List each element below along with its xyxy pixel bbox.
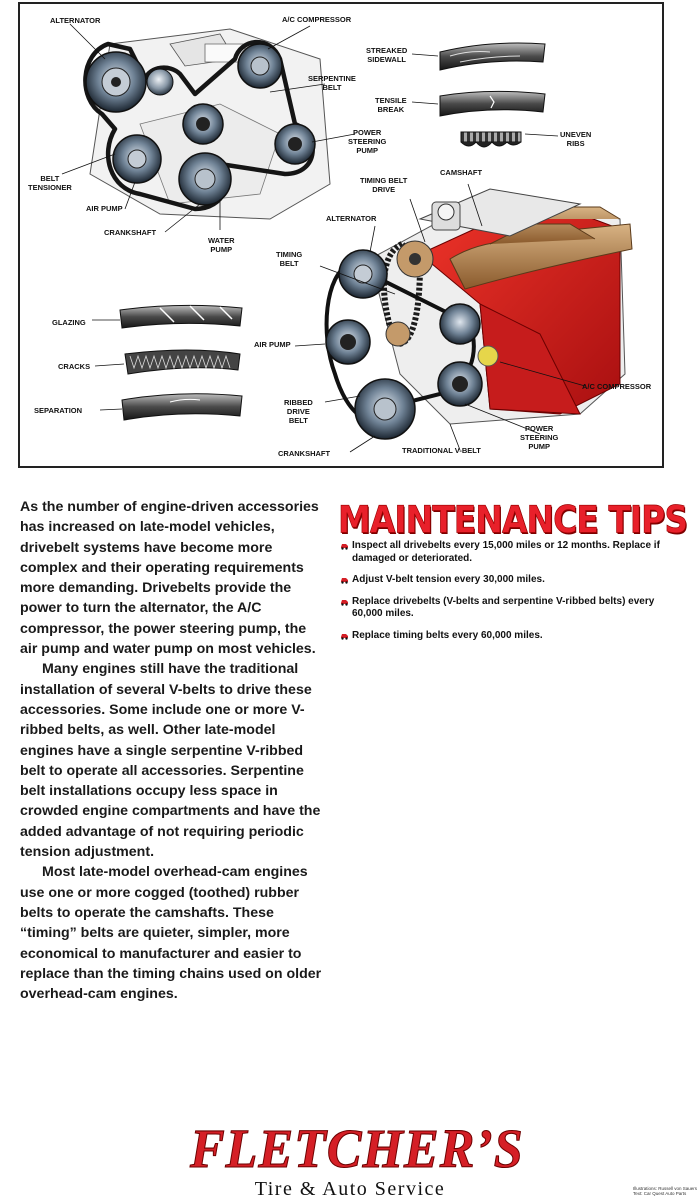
label-camshaft: CAMSHAFT [440,168,483,177]
label-serpentine-belt: SERPENTINE BELT [308,74,356,92]
label-crankshaft-bottom: CRANKSHAFT [278,449,331,458]
tip-text: Adjust V-belt tension every 30,000 miles. [352,574,545,585]
tip-item [340,630,670,643]
article-paragraph-2: Many engines still have the traditional installation of several V-belts to drive these accessories. Some include one or more V-ribbed belts, as well. Other late-model engines have a single serpentine V-ribbed belt to operate all accessories. Serpentine belt installations occupy less space in crowded engine compartments and have the added advantage of not requiring periodic tension adjustment. [20,661,321,861]
credit-text: Text: Car Quest Auto Parts [633,1191,687,1196]
label-streaked-sidewall: STREAKED SIDEWALL [366,46,408,64]
label-power-steering-pump-bottom: POWER STEERING PUMP [520,424,559,451]
article-paragraph-1: As the number of engine-driven accessories has increased on late-model vehicles, drivebelt systems have become more complex and their operating requirements more demanding. Drivebelts provide the power to turn the alternator, the A/C compressor, the power steering pump, the air pump and water pump on most vehicles. [20,499,319,658]
label-ac-compressor-bottom: A/C COMPRESSOR [582,382,652,391]
label-ac-compressor-top: A/C COMPRESSOR [282,15,352,24]
label-crankshaft-top: CRANKSHAFT [104,228,157,237]
label-air-pump-mid: AIR PUMP [254,340,291,349]
label-air-pump-top: AIR PUMP [86,204,123,213]
fletchers-logo [190,1119,524,1200]
tip-item [340,540,670,565]
label-traditional-v-belt: TRADITIONAL V-BELT [402,446,481,455]
maintenance-tips-heading: MAINTENANCE TIPS [338,498,688,542]
label-uneven-ribs: UNEVEN RIBS [560,130,592,148]
label-separation: SEPARATION [34,406,83,415]
label-cracks: CRACKS [58,362,91,371]
belt-defect-samples-left [92,305,242,420]
serpentine-engine-drawing [62,24,355,232]
label-power-steering-pump-top: POWER STEERING PUMP [348,128,387,155]
article-text [20,497,324,1004]
v-belt-engine-drawing [295,184,632,452]
logo-name: FLETCHER’S [190,1119,524,1180]
car-bullet-icon [340,542,349,550]
label-alternator-mid: ALTERNATOR [326,214,377,223]
car-bullet-icon [340,632,349,640]
credit-illustrations: Illustrations: Russell von Sauers [633,1186,698,1191]
logo-subtitle: Tire & Auto Service [254,1178,446,1200]
label-timing-belt: TIMING BELT [276,250,303,268]
tip-text: Replace drivebelts (V-belts and serpentine V-ribbed belts) every 60,000 miles. [352,595,655,619]
tip-item [340,574,670,587]
label-timing-belt-drive: TIMING BELT DRIVE [360,176,408,194]
tip-text: Inspect all drivebelts every 15,000 miles or 12 months. Replace if damaged or deteriorated. [352,540,660,564]
maintenance-tips-list [340,540,670,651]
belt-defect-samples-top [412,43,558,147]
engine-belt-diagram [18,2,664,468]
car-bullet-icon [340,576,349,584]
tip-item [340,596,670,621]
label-ribbed-drive-belt: RIBBED DRIVE BELT [284,398,313,425]
label-water-pump: WATER PUMP [208,236,235,254]
tip-text: Replace timing belts every 60,000 miles. [352,629,543,641]
article-paragraph-3: Most late-model overhead-cam engines use one or more cogged (toothed) rubber belts to operate the camshafts. These “timing” belts are quieter, simpler, more economical to manufacturer and easier to replace than the timing chains used on older overhead-cam engines. [20,864,322,1003]
label-belt-tensioner: BELT TENSIONER [28,174,72,192]
label-glazing: GLAZING [52,318,86,327]
illustration-credit [633,1186,697,1196]
label-alternator-top: ALTERNATOR [50,16,101,25]
label-tensile-break: TENSILE BREAK [375,96,407,114]
car-bullet-icon [340,598,349,606]
